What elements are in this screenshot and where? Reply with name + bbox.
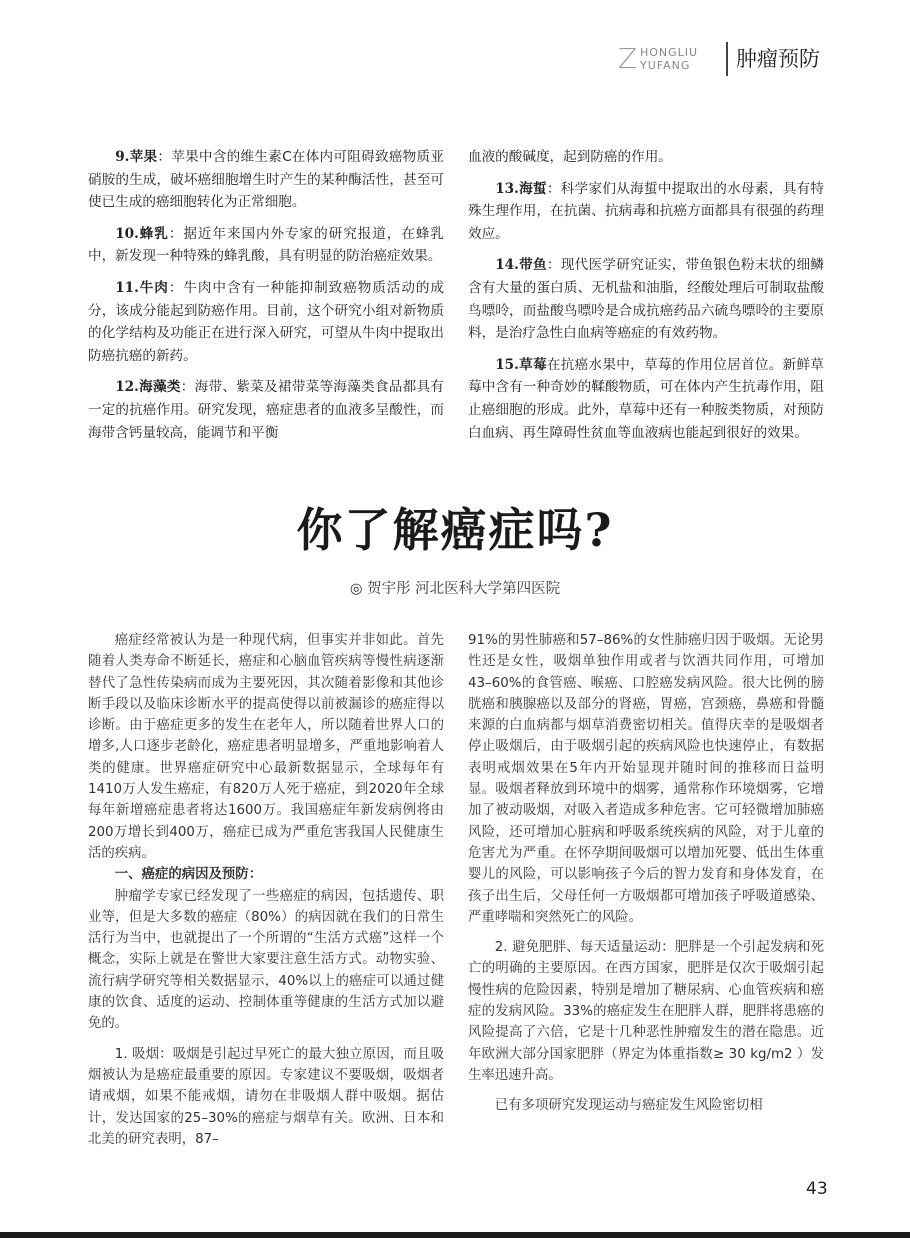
food-item-text: ：科学家们从海蜇中提取出的水母素，具有特殊生理作用，在抗菌、抗病毒和抗癌方面都具有很强的药理效应。 <box>468 180 824 242</box>
food-item-text: ：海带、紫菜及裙带菜等海藻类食品都具有一定的抗癌作用。研究发现，癌症患者的血液多呈酸性，而海带含钙量较高，能调节和平衡 <box>88 379 444 441</box>
article-author: ◎ 贺宇彤 河北医科大学第四医院 <box>349 581 561 597</box>
food-item-label: 14.带鱼 <box>495 257 547 274</box>
body-left-column <box>88 630 444 1150</box>
food-item-text: ：现代医学研究证实，带鱼银色粉末状的细鳞含有大量的蛋白质、无机盐和油脂，经酸处理后可制取盐酸鸟嘌呤，而盐酸鸟嘌呤是合成抗癌药品六硫鸟嘌呤的主要原料，是治疗急性白血病等癌症的有效药物。 <box>468 257 824 342</box>
food-item-text: 在抗癌水果中，草莓的作用位居首位。新鲜草莓中含有一种奇妙的鞣酸物质，可在体内产生抗毒作用，阻止癌细胞的形成。此外，草莓中还有一种胺类物质，对预防白血病、再生障碍性贫血等血液病也能起到很好的效果。 <box>468 356 824 441</box>
bottom-border <box>0 1232 910 1238</box>
page-number: 43 <box>806 1179 828 1199</box>
food-item-label: 11.牛肉 <box>115 279 169 296</box>
body-paragraph: 2. 避免肥胖、每天适量运动：肥胖是一个引起发病和死亡的明确的主要原因。在西方国家，肥胖是仅次于吸烟引起慢性病的危险因素，特别是增加了糖尿病、心血管疾病和癌症的发病风险。33%的癌症发生在肥胖人群，肥胖将患癌的风险提高了六倍，它是十几种恶性肿瘤发生的潜在隐患。近年欧洲大部分国家肥胖（界定为体重指数≥ 30 kg/m2 ）发生率迅速升高。 <box>468 940 824 1083</box>
food-item <box>468 254 824 344</box>
section-title: 肿瘤预防 <box>736 47 820 71</box>
food-item-label: 12.海藻类 <box>115 379 181 396</box>
header-divider <box>726 42 728 76</box>
body-paragraph: 1. 吸烟：吸烟是引起过早死亡的最大独立原因，而且吸烟被认为是癌症最重要的原因。专家建议不要吸烟，吸烟者请戒烟，如果不能戒烟，请勿在非吸烟人群中吸烟。据估计，发达国家的25–30%的癌症与烟草有关。欧洲、日本和北美的研究表明，87– <box>88 1046 444 1147</box>
continued-text: 血液的酸碱度，起到防癌的作用。 <box>468 149 672 165</box>
logo-letter: Z <box>618 42 638 75</box>
food-item-text: ：据近年来国内外专家的研究报道，在蜂乳中，新发现一种特殊的蜂乳酸，具有明显的防治癌症效果。 <box>88 225 444 265</box>
food-item-text: ：苹果中含的维生素C在体内可阻碍致癌物质亚硝胺的生成，破坏癌细胞增生时产生的某种酶活性，甚至可使已生成的癌细胞转化为正常细胞。 <box>88 149 444 211</box>
top-right-column <box>468 146 824 453</box>
food-item <box>88 223 444 268</box>
body-paragraph: 肿瘤学专家已经发现了一些癌症的病因，包括遗传、职业等，但是大多数的癌症（80%）的病因就在我们的日常生活行为当中，也就提出了一个所谓的“生活方式癌”这样一个概念，实际上就是在警世大家要注意生活方式。动物实验、流行病学研究等相关数据显示，40%以上的癌症可以通过健康的饮食、适度的运动、控制体重等健康的生活方式加以避免的。 <box>88 888 444 1032</box>
food-item-label: 9.苹果 <box>115 149 158 165</box>
magazine-logo <box>618 44 724 74</box>
food-item-label: 10.蜂乳 <box>115 225 169 242</box>
food-item <box>468 354 824 444</box>
food-item-label: 15.草莓 <box>495 356 547 373</box>
top-left-column <box>88 146 444 453</box>
food-item <box>468 178 824 246</box>
logo-line1: HONGLIU <box>640 46 699 59</box>
logo-line2: YUFANG <box>640 59 691 72</box>
body-paragraph: 癌症经常被认为是一种现代病，但事实并非如此。首先随着人类寿命不断延长，癌症和心脑血管疾病等慢性病逐渐替代了急性传染病而成为主要死因，其次随着影像和其他诊断手段以及临床诊断水平的提高使得以前被漏诊的癌症得以诊断。由于癌症更多的发生在老年人，所以随着世界人口的增多,人口逐步老龄化，癌症患者明显增多，严重地影响着人类的健康。世界癌症研究中心最新数据显示，全球每年有1410万人发生癌症，有820万人死于癌症，到2020年全球每年新增癌症患者将达1600万。我国癌症年新发病例将由200万增长到400万，癌症已成为严重危害我国人民健康生活的疾病。 <box>88 633 444 861</box>
food-item <box>88 277 444 367</box>
body-paragraph: 已有多项研究发现运动与癌症发生风险密切相 <box>494 1098 763 1114</box>
article-title: 你了解癌症吗? <box>296 503 614 557</box>
food-item <box>88 376 444 444</box>
body-paragraph: 91%的男性肺癌和57–86%的女性肺癌归因于吸烟。无论男性还是女性，吸烟单独作用或者与饮酒共同作用，可增加43–60%的食管癌、喉癌、口腔癌发病风险。很大比例的膀胱癌和胰腺癌以及部分的肾癌，胃癌，宫颈癌，鼻癌和骨髓来源的白血病都与烟草消费密切相关。值得庆幸的是吸烟者停止吸烟后，由于吸烟引起的疾病风险也快速停止，有数据表明戒烟效果在5年内开始显现并随时间的推移而日益明显。吸烟者释放到环境中的烟雾，通常称作环境烟雾，它增加了被动吸烟，对吸入者造成多种危害。它可轻微增加肺癌风险，还可增加心脏病和呼吸系统疾病的风险，对于儿童的危害尤为严重。在怀孕期间吸烟可以增加死婴、低出生体重婴儿的风险，可以影响孩子今后的智力发育和身体发育，在孩子出生后，父母任何一方吸烟都可增加孩子呼吸道感染、严重哮喘和突然死亡的风险。 <box>468 633 824 925</box>
food-item <box>88 146 444 214</box>
section-heading: 一、癌症的病因及预防： <box>114 866 263 883</box>
food-item-text: ：牛肉中含有一种能抑制致癌物质活动的成分，该成分能起到防癌作用。目前，这个研究小组对新物质的化学结构及功能正在进行深入研究，可望从牛肉中提取出防癌抗癌的新药。 <box>88 279 444 364</box>
food-item-label: 13.海蜇 <box>495 180 547 197</box>
body-right-column <box>468 630 824 1117</box>
